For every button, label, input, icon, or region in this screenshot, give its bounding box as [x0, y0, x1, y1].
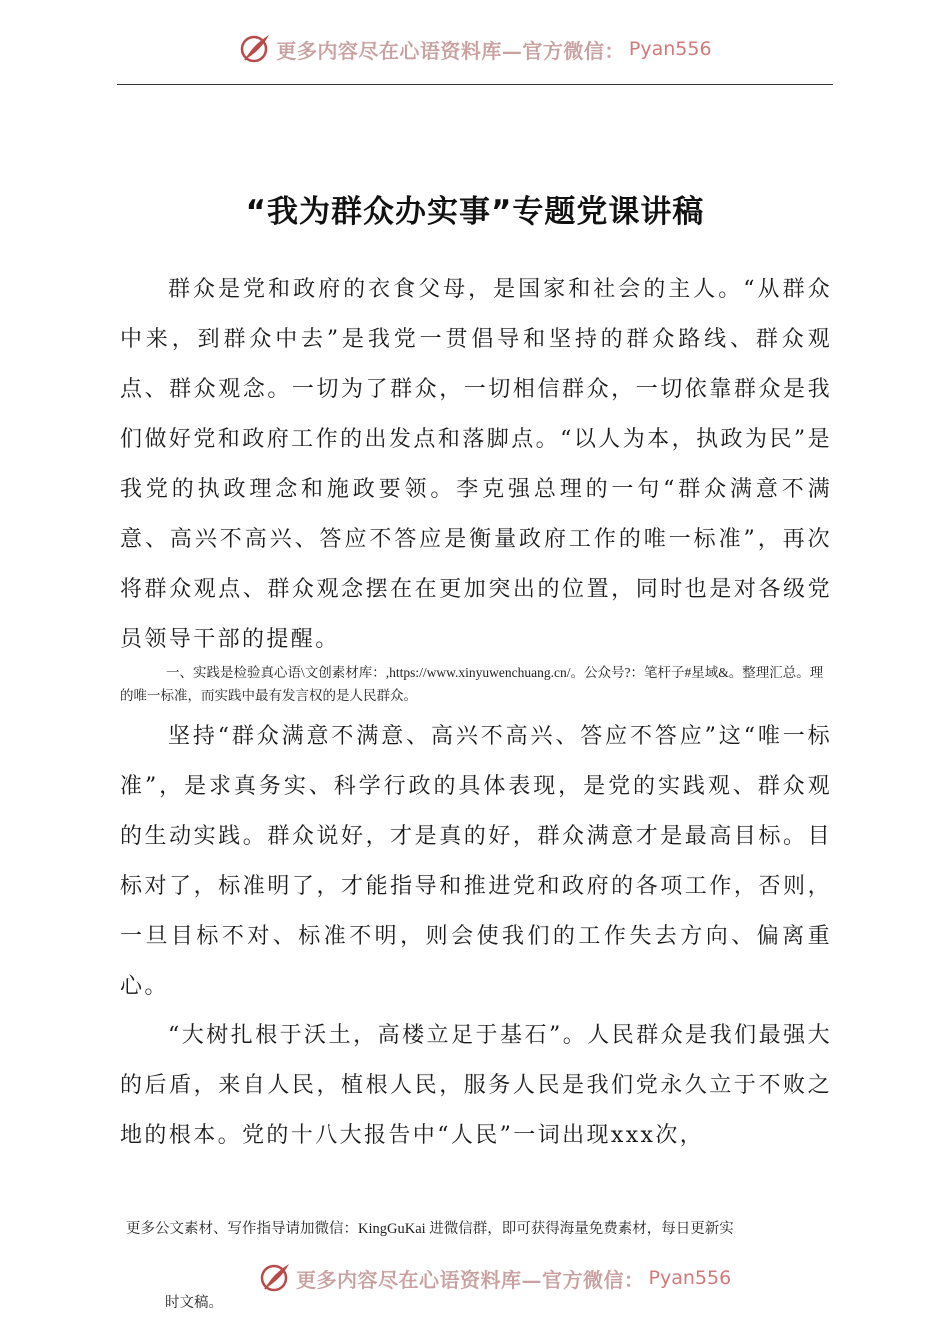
paragraph-1: 群众是党和政府的衣食父母，是国家和社会的主人。“从群众中来，到群众中去”是我党一贯倡导和坚持的群众路线、群众观点、群众观念。一切为了群众，一切相信群众，一切依靠群众是我们做好党和政府工作的出发点和落脚点。“以人为本，执政为民”是我党的执政理念和施政要领。李克强总理的一句“群众满意不满意、高兴不高兴、答应不答应是衡量政府工作的唯一标准”，再次将群众观点、群众观念摆在在更加突出的位置，同时也是对各级党员领导干部的提醒。 — [120, 277, 832, 652]
header-brand — [238, 32, 711, 66]
paragraph-2: 坚持“群众满意不满意、高兴不高兴、答应不答应”这“唯一标准”，是求真务实、科学行政的具体表现，是党的实践观、群众观的生动实践。群众说好，才是真的好，群众满意才是最高目标。目标对了，标准明了，才能指导和推进党和政府的各项工作，否则，一旦目标不对、标准不明，则会使我们的工作失去方向、偏离重心。 — [120, 724, 832, 999]
inline-note: 一、实践是检验真心语\文创素材库：,https://www.xinyuwenchuang.cn/。公众号?：笔杆子#星域&。整理汇总。理的唯一标准，而实践中最有发言权的是人民群众。 — [120, 665, 824, 703]
paragraph-3: “大树扎根于沃土，高楼立足于基石”。人民群众是我们最强大的后盾，来自人民，植根人民，服务人民是我们党永久立于不败之地的根本。党的十八大报告中“人民”一词出现xxx次， — [120, 1023, 832, 1148]
footer-brand — [258, 1258, 731, 1298]
header-brand-id: Pyan556 — [628, 38, 712, 60]
header-divider — [117, 84, 833, 85]
footer-brand-id: Pyan556 — [648, 1267, 732, 1289]
footer-note-tail: 时文稿。 — [165, 1295, 223, 1311]
quill-logo-icon — [238, 32, 272, 66]
document-title: “我为群众办实事”专题党课讲稿 — [245, 194, 705, 230]
footer-note: 更多公文素材、写作指导请加微信：KingGuKai 进微信群，即可获得海量免费素材，每日更新实 — [126, 1221, 734, 1237]
quill-logo-icon — [258, 1261, 292, 1295]
header-brand-text: 更多内容尽在心语资料库—官方微信： — [276, 38, 625, 63]
footer-brand-text: 更多内容尽在心语资料库—官方微信： — [296, 1267, 645, 1292]
page-header — [0, 26, 950, 72]
